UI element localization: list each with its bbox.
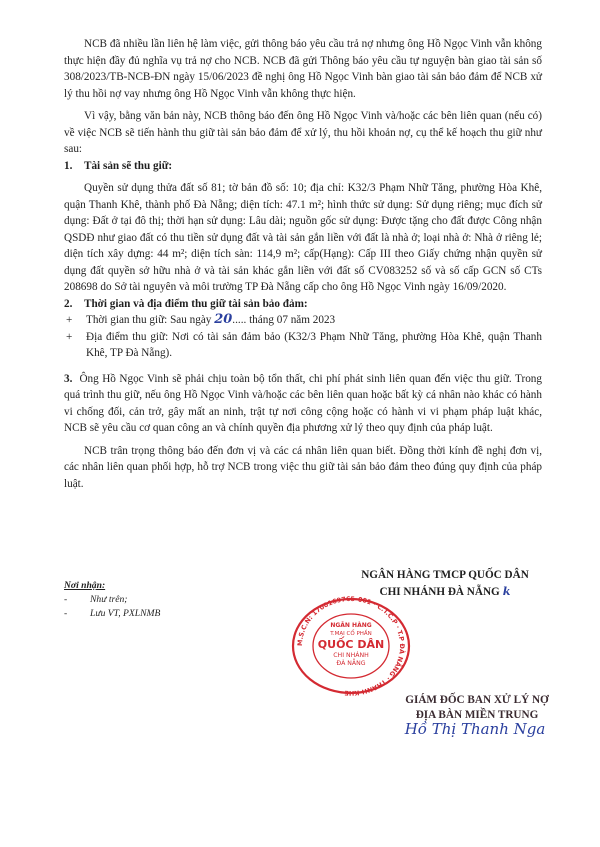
document-body [64,36,542,492]
seizure-time-item [64,312,542,329]
seal-main-text: QUỐC DÂN [317,638,385,651]
seal-ring-text: M.S.C.N: 1700169765-001 · C.T.C.P · T.P ĐÀ NẴNG · THANH KHÊ · [295,596,407,696]
branch-name: CHI NHÁNH ĐÀ NẴNG [379,586,500,598]
bullet-mark: + [66,314,73,326]
section-3-number: 3. [64,372,73,385]
section-3-body: Ông Hồ Ngọc Vinh sẽ phải chịu toàn bộ tổn thất, chi phí phát sinh liên quan đến việc thu giữ. Trong quá trình thu giữ, nếu ông Hồ Ngọc Vinh và/hoặc các bên liên quan hoặc bất kỳ cá nhân nào khác có hành vi chống đối, cản trở, gây mất an ninh, trật tự nơi công cộng hoặc có hành vi vi phạm pháp luật khác, NCB sẽ yêu cầu cơ quan công an và chính quyền địa phương xử lý theo quy định của pháp luật. [64,372,542,434]
seal-line-2: T.MẠI CỔ PHẦN [330,631,372,637]
bank-name: NGÂN HÀNG TMCP QUỐC DÂN [361,569,529,581]
position-line-2: ĐỊA BÀN MIỀN TRUNG [415,709,539,721]
seal-line-5: ĐÀ NẴNG [336,660,366,667]
section-2-number: 2. [64,297,73,310]
seizure-time-rest: ..... tháng 07 năm 2023 [232,314,336,326]
initial-mark: k [502,584,511,598]
signer-position [372,693,582,723]
section-1-body: Quyền sử dụng thửa đất số 81; tờ bản đồ số: 10; địa chỉ: K32/3 Phạm Nhữ Tăng, phường Hòa Khê, quận Thanh Khê, thành phố Đà Nẵng; diện tích: 47.1 m²; hình thức sử dụng: Sử dụng riêng; mục đích sử dụng: Đất ở tại đô thị; thời hạn sử dụng: Lâu dài; nguồn gốc sử dụng: Được tặng cho đất được Công nhận QSDĐ như giao đất có thu tiền sử dụng đất và tài sản gắn liền với đất là nhà ở; loại nhà ở: Nhà ở riêng lẻ; diện tích xây dựng: 44 m²; diện tích sàn: 114,9 m²; cấp(Hạng): Cấp III theo Giấy chứng nhận quyền sử dụng đất quyền sở hữu nhà ở và tài sản khác gắn liền với đất số CV083252 số và số cấp GCN số CTs 208698 do Sở tài nguyên và môi trường TP Đà Nẵng cấp cho ông Hồ Ngọc Vinh ngày 16/09/2020. [64,182,542,293]
seal-line-1: NGÂN HÀNG [330,622,372,629]
position-line-1: GIÁM ĐỐC BAN XỬ LÝ NỢ [405,694,549,706]
company-seal [290,596,412,696]
handwritten-day: 20 [214,312,233,327]
seal-graphic [290,596,412,696]
paragraph-closing: NCB trân trọng thông báo đến đơn vị và các cá nhân liên quan biết. Đồng thời kính đề nghị đơn vị, các nhân liên quan phối hợp, hỗ trợ NCB trong việc thu giữ tài sản bảo đảm theo đúng quy định của pháp luật. [64,444,542,490]
section-1-number: 1. [64,159,73,172]
paragraph-notice: Vì vậy, bằng văn bản này, NCB thông báo đến ông Hồ Ngọc Vinh và/hoặc các bên liên quan (nếu có) về việc NCB sẽ tiến hành thu giữ tài sản bảo đảm để xử lý, thu hồi khoản nợ, cụ thể kế hoạch thu giữ như sau: [64,110,542,155]
bullet-mark: + [66,330,73,343]
seizure-time-label: Thời gian thu giữ: Sau ngày [86,314,212,326]
section-1-heading: Tài sản sẽ thu giữ: [84,159,173,172]
signer-name: Hồ Thị Thanh Nga [404,720,546,738]
section-1-title [64,158,542,175]
seizure-place-item [64,329,542,362]
seizure-place-text: Địa điểm thu giữ: Nơi có tài sản đảm bảo (K32/3 Phạm Nhữ Tăng, phường Hòa Khê, quận Thanh Khê, TP Đà Nẵng). [86,330,542,359]
recipient-item: - Như trên; [64,594,128,605]
recipients-block [64,579,160,621]
section-2-title [64,296,542,313]
signer-signature [360,720,590,739]
recipients-title: Nơi nhận: [64,580,106,591]
paragraph-intro: NCB đã nhiều lần liên hệ làm việc, gửi thông báo yêu cầu trả nợ nhưng ông Hồ Ngọc Vinh vẫn không thực hiện đầy đủ nghĩa vụ trả nợ cho NCB. NCB đã gửi Thông báo yêu cầu tự nguyện bàn giao tài sản số 308/2023/TB-NCB-ĐN ngày 15/06/2023 đề nghị ông Hồ Ngọc Vinh bàn giao tài sản bảo đảm để NCB xử lý thu hồi nợ vay nhưng ông Hồ Ngọc Vinh vẫn không thực hiện. [64,38,542,100]
section-3-paragraph [64,371,542,437]
recipient-item: - Lưu VT, PXLNMB [64,608,161,619]
seal-line-4: CHI NHÁNH [333,652,369,659]
section-2-heading: Thời gian và địa điểm thu giữ tài sản bảo đảm: [84,297,308,310]
